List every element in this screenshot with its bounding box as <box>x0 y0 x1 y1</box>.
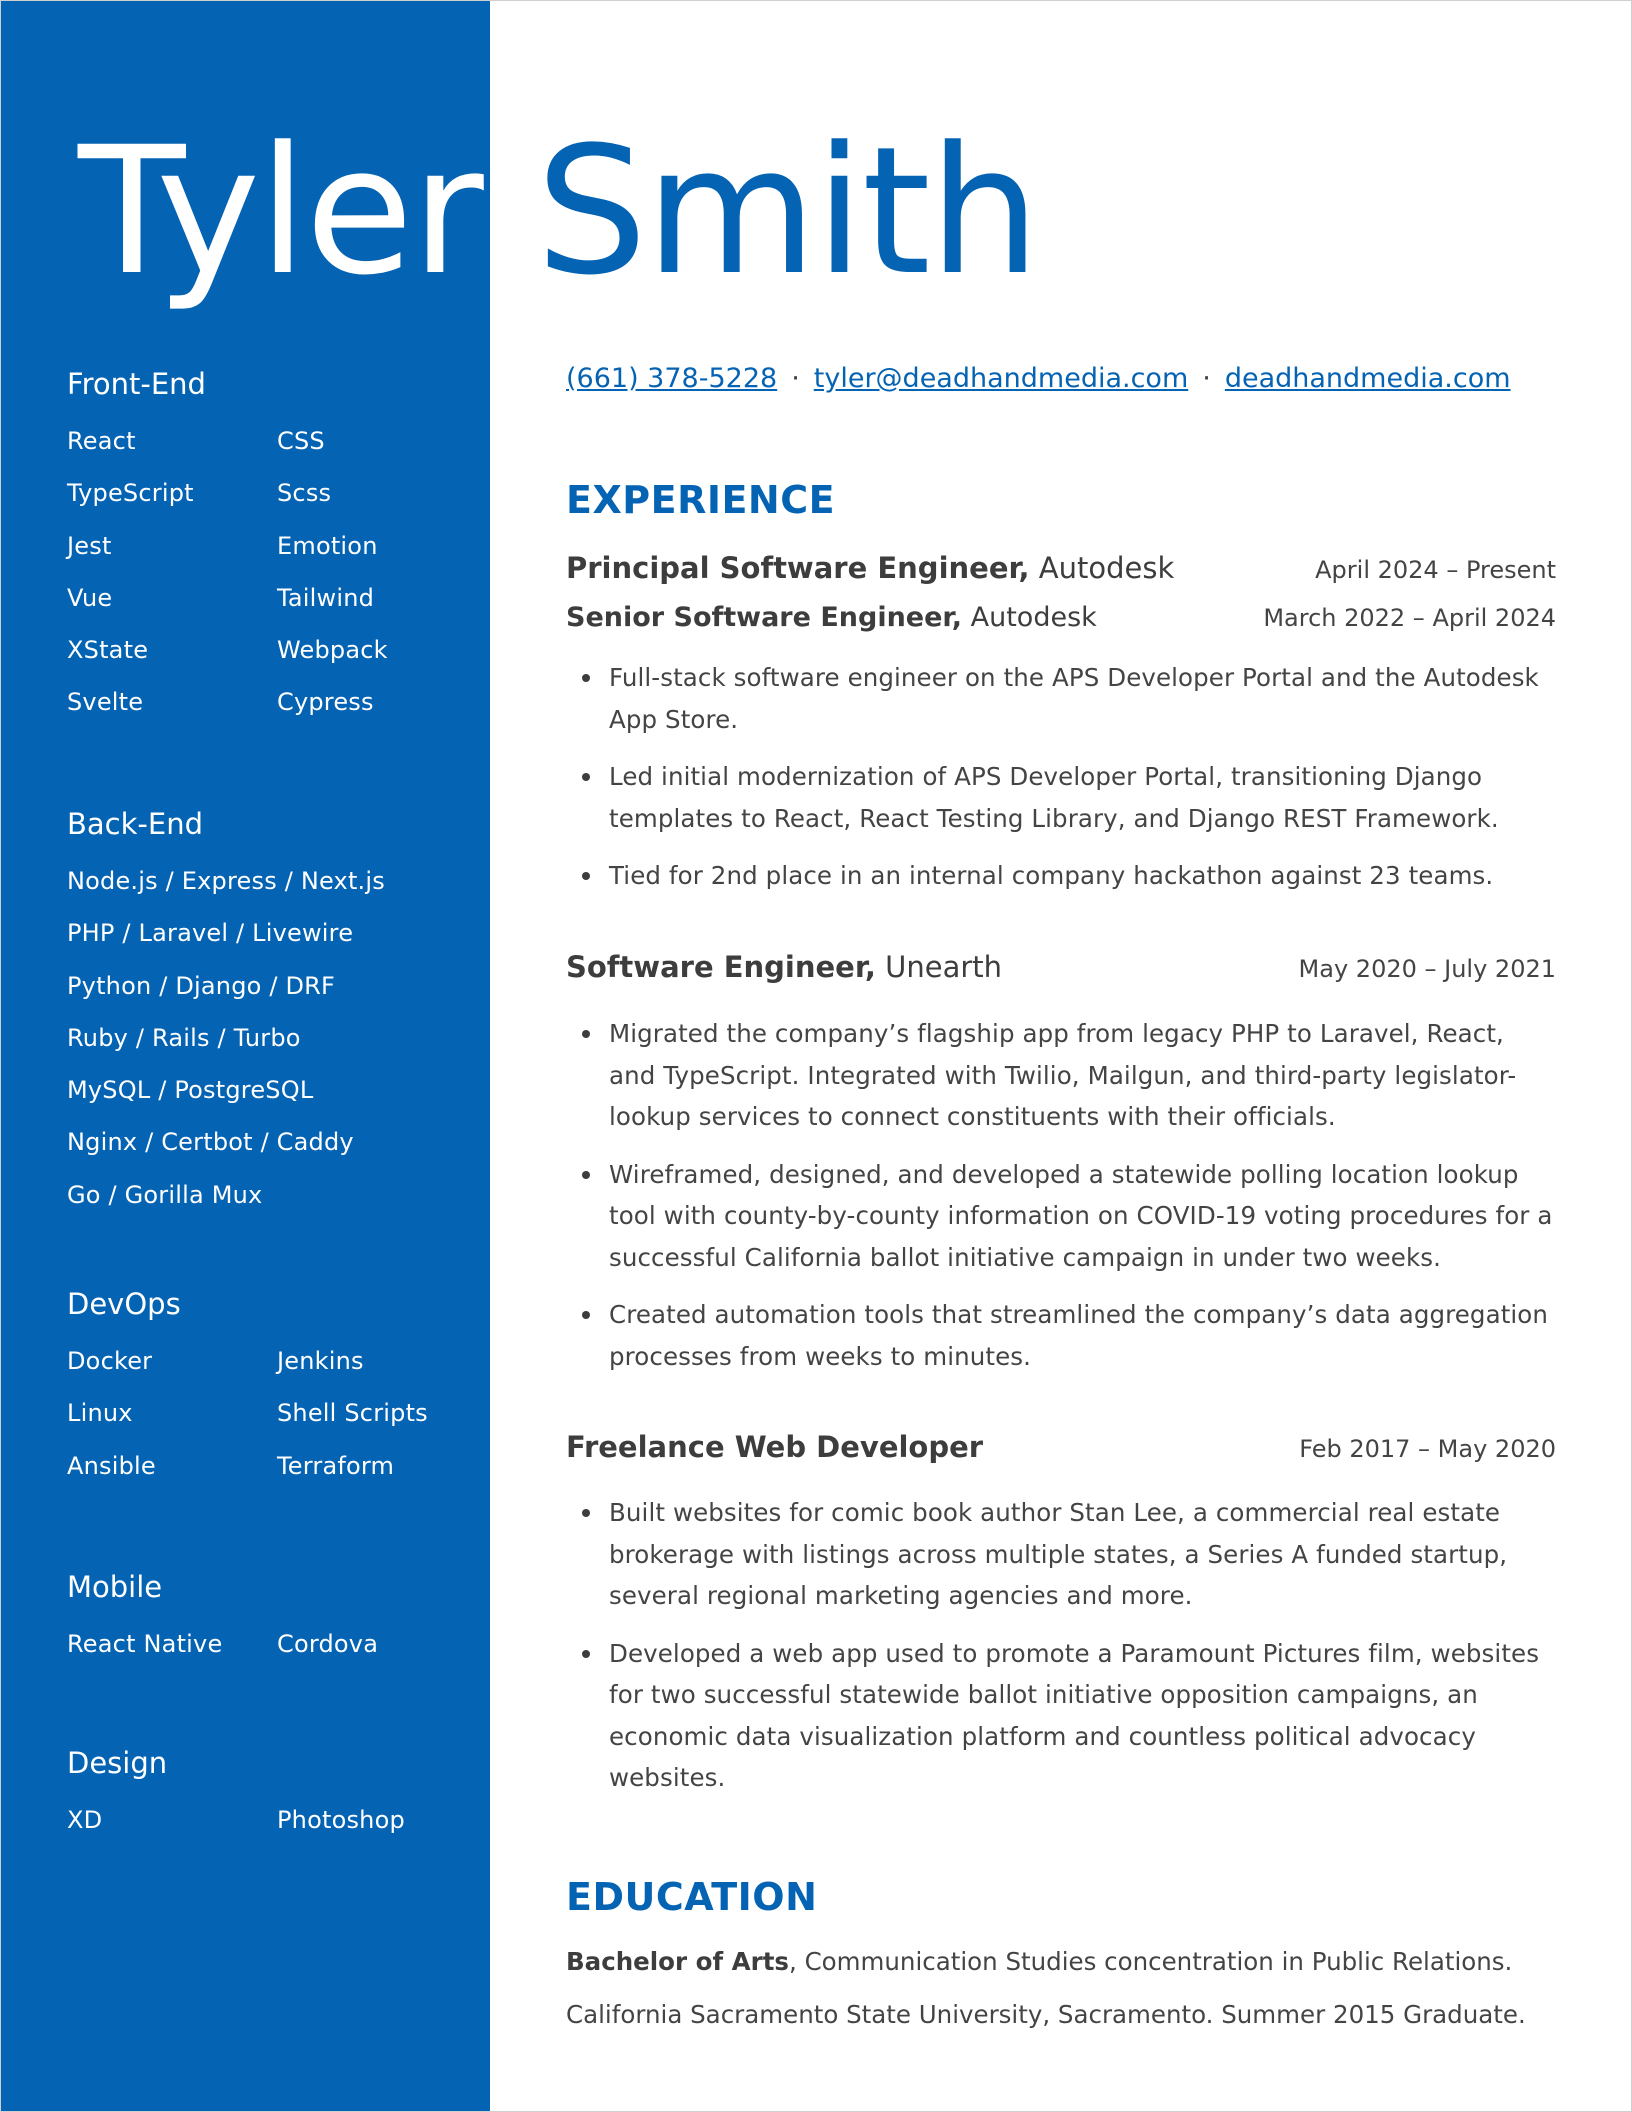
experience-heading: EXPERIENCE <box>566 478 836 522</box>
skill-item: Terraform <box>277 1451 395 1480</box>
skill-heading: Design <box>67 1746 168 1780</box>
skill-list <box>67 855 477 1221</box>
contact-separator: · <box>791 363 800 394</box>
bullet-item: Migrated the company’s flagship app from legacy PHP to Laravel, React, and TypeScript. Integrated with Twilio, Mailgun, and third-party legislator-lookup services to connect constituents with their officials. <box>609 1013 1556 1138</box>
job-company: Autodesk <box>1038 551 1175 585</box>
skill-item: Webpack <box>277 636 388 665</box>
skill-heading: DevOps <box>67 1287 181 1321</box>
skill-item: Jest <box>67 531 112 560</box>
skill-item: Linux <box>67 1399 133 1428</box>
skill-heading: Back-End <box>67 807 203 841</box>
degree-name: Bachelor of Arts <box>566 1947 789 1976</box>
skill-group-back-end <box>67 807 477 1221</box>
job-dates: March 2022 – April 2024 <box>1263 604 1556 632</box>
skill-list <box>67 415 477 729</box>
skill-group-mobile <box>67 1570 477 1670</box>
bullet-item: Created automation tools that streamlined the company’s data aggregation processes from weeks to minutes. <box>609 1294 1556 1377</box>
skill-item: TypeScript <box>67 479 194 508</box>
skill-item: Ansible <box>67 1451 156 1480</box>
skill-item: Docker <box>67 1347 153 1375</box>
job-title-line <box>566 602 1556 633</box>
skill-group-design <box>67 1746 477 1846</box>
skill-item: Shell Scripts <box>277 1399 428 1428</box>
skill-item: Cordova <box>277 1630 379 1658</box>
person-name <box>78 109 1039 314</box>
education-heading: EDUCATION <box>566 1875 818 1919</box>
job-dates: May 2020 – July 2021 <box>1298 955 1556 983</box>
skill-item: PHP / Laravel / Livewire <box>67 919 354 948</box>
education-degree-line <box>566 1947 1566 1976</box>
job-company: Autodesk <box>970 602 1097 633</box>
job-role: Freelance Web Developer <box>566 1430 984 1464</box>
job-bullets <box>566 1492 1556 1815</box>
skill-item: XD <box>67 1806 103 1834</box>
job-bullets <box>566 1013 1556 1393</box>
skill-group-front-end <box>67 367 477 729</box>
skill-item: Cypress <box>277 688 374 717</box>
contact-separator: · <box>1202 363 1211 394</box>
bullet-item: Tied for 2nd place in an internal company hackathon against 23 teams. <box>609 855 1556 897</box>
skill-group-devops <box>67 1287 477 1492</box>
skill-item: Photoshop <box>277 1806 405 1834</box>
skill-list <box>67 1335 477 1492</box>
email-link[interactable]: tyler@deadhandmedia.com <box>813 363 1189 394</box>
skill-item: Tailwind <box>277 583 375 612</box>
skill-item: Jenkins <box>277 1347 364 1375</box>
bullet-item: Developed a web app used to promote a Paramount Pictures film, websites for two successful statewide ballot initiative opposition campaigns, an economic data visualization platform and countless political advocacy websites. <box>609 1633 1556 1799</box>
skill-item: Svelte <box>67 688 144 717</box>
degree-detail: , Communication Studies concentration in Public Relations. <box>789 1947 1513 1976</box>
skill-item: React <box>67 427 136 455</box>
skill-item: Emotion <box>277 531 378 560</box>
skill-list <box>67 1618 477 1670</box>
skill-item: Nginx / Certbot / Caddy <box>67 1128 354 1157</box>
contact-line <box>566 363 1566 394</box>
last-name: Smith <box>535 109 1039 314</box>
skill-heading: Mobile <box>67 1570 163 1604</box>
job-role: Principal Software Engineer, <box>566 551 1030 585</box>
job-company: Unearth <box>885 950 1003 984</box>
skill-item: Vue <box>67 583 113 612</box>
skill-item: Go / Gorilla Mux <box>67 1180 263 1209</box>
job-role: Software Engineer, <box>566 950 876 984</box>
skill-item: Python / Django / DRF <box>67 971 336 1000</box>
skill-item: XState <box>67 636 149 665</box>
skill-item: Scss <box>277 479 332 508</box>
bullet-item: Wireframed, designed, and developed a statewide polling location lookup tool with county-by-county information on COVID-19 voting procedures for a successful California ballot initiative campaign in under two weeks. <box>609 1154 1556 1279</box>
skill-heading: Front-End <box>67 367 206 401</box>
job-role: Senior Software Engineer, <box>566 602 963 633</box>
job-bullets <box>566 657 1556 913</box>
job-title-line <box>566 950 1556 984</box>
job-title-line <box>566 551 1556 585</box>
education-school-line: California Sacramento State University, Sacramento. Summer 2015 Graduate. <box>566 2000 1526 2029</box>
skill-item: MySQL / PostgreSQL <box>67 1076 314 1105</box>
bullet-item: Led initial modernization of APS Developer Portal, transitioning Django templates to React, React Testing Library, and Django REST Framework. <box>609 756 1556 839</box>
website-link[interactable]: deadhandmedia.com <box>1224 363 1511 394</box>
bullet-item: Full-stack software engineer on the APS Developer Portal and the Autodesk App Store. <box>609 657 1556 740</box>
phone-link[interactable]: (661) 378-5228 <box>566 363 778 394</box>
skill-item: CSS <box>277 427 325 455</box>
skill-item: Node.js / Express / Next.js <box>67 867 385 895</box>
job-title-line <box>566 1430 1556 1464</box>
job-dates: April 2024 – Present <box>1315 556 1556 584</box>
bullet-item: Built websites for comic book author Stan Lee, a commercial real estate brokerage with listings across multiple states, a Series A funded startup, several regional marketing agencies and more. <box>609 1492 1556 1617</box>
skill-list <box>67 1794 477 1846</box>
skill-item: React Native <box>67 1630 223 1658</box>
first-name: Tyler <box>78 109 482 314</box>
job-dates: Feb 2017 – May 2020 <box>1299 1435 1556 1463</box>
skill-item: Ruby / Rails / Turbo <box>67 1023 301 1052</box>
